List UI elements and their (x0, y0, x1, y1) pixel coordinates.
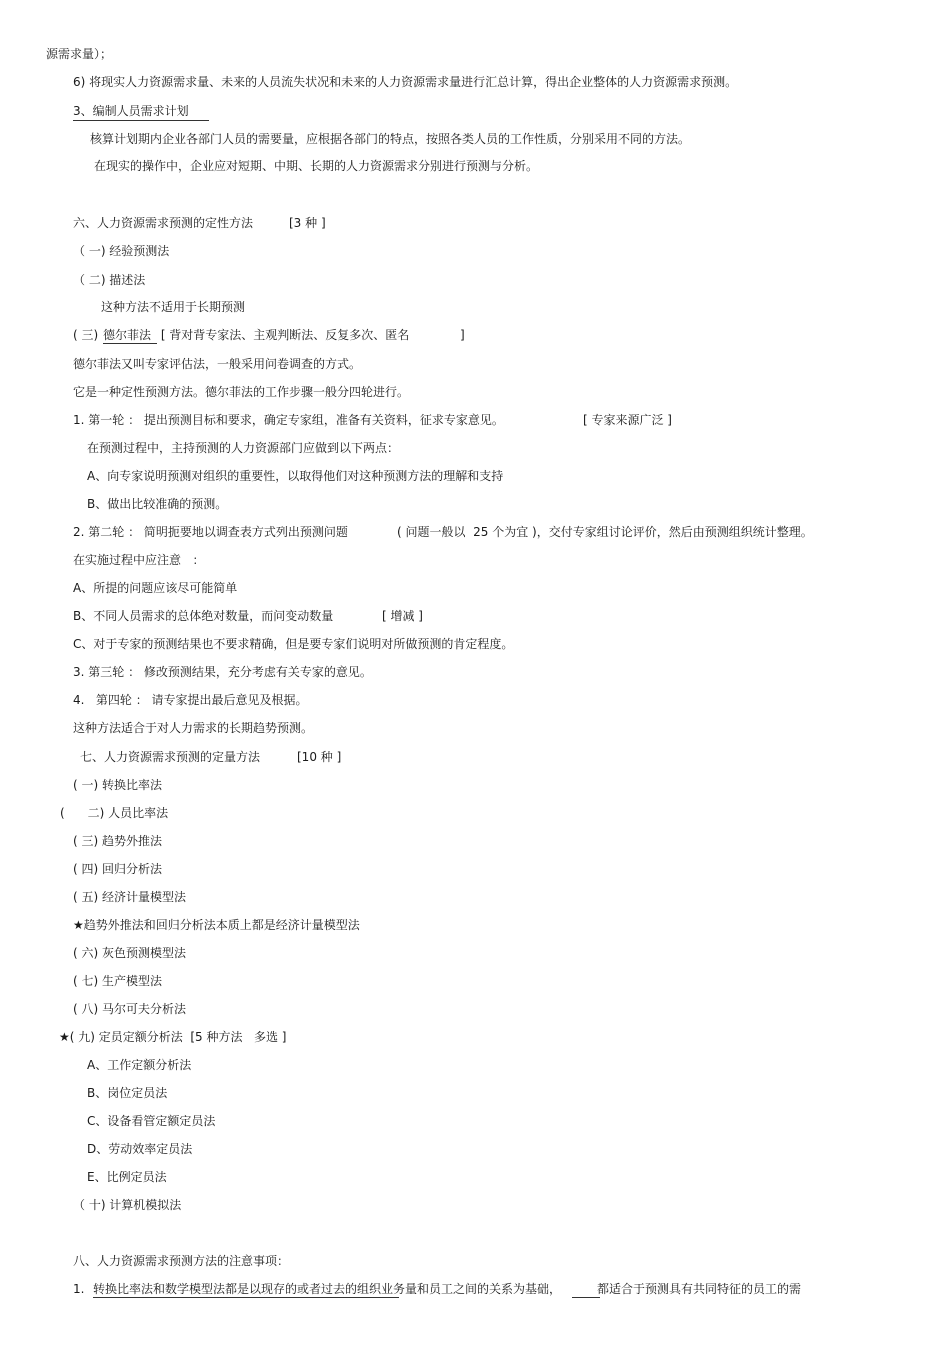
list-item: ( 八) 马尔可夫分析法 (73, 1002, 186, 1016)
list-item: （ 一) 经验预测法 (73, 244, 170, 258)
text-underline (93, 1297, 399, 1298)
list-item: B、做出比较准确的预测。 (87, 497, 228, 511)
list-item: ( 三) (73, 328, 102, 342)
text-line: 在预测过程中，主持预测的人力资源部门应做到以下两点： (87, 441, 400, 455)
list-item: 1. 第一轮 ： 提出预测目标和要求，确定专家组，准备有关资料，征求专家意见。 (73, 413, 504, 427)
list-item: 2. 第二轮 ： 简明扼要地以调查表方式列出预测问题 (73, 525, 348, 539)
list-item: 1. (73, 1282, 89, 1296)
list-item: ★( 九) 定员定额分析法 [5 种方法 多选 ] (59, 1030, 287, 1044)
term-underline (103, 343, 157, 344)
list-item: ( 四) 回归分析法 (73, 862, 162, 876)
text-line: 这种方法不适用于长期预测 (101, 300, 246, 314)
section-heading: 七、人力资源需求预测的定量方法 (80, 750, 261, 764)
list-item: 3. 第三轮 ： 修改预测结果，充分考虑有关专家的意见。 (73, 665, 372, 679)
section-heading: 3、编制人员需求计划 (73, 104, 189, 118)
section-heading: 六、人力资源需求预测的定性方法 (73, 216, 254, 230)
list-item: 4. 第四轮 ： 请专家提出最后意见及根据。 (73, 693, 308, 707)
section-heading: 八、人力资源需求预测方法的注意事项： (73, 1254, 290, 1268)
list-item: （ 十) 计算机模拟法 (73, 1198, 182, 1212)
text-line: 这种方法适合于对人力需求的长期趋势预测。 (73, 721, 314, 735)
heading-underline (73, 120, 209, 121)
text-line: 源需求量）； (46, 47, 113, 61)
list-item: ( 七) 生产模型法 (73, 974, 162, 988)
underlined-text: 转换比率法和数学模型法都是以现存的或者过去的组织业务量和员工之间的关系为基础， (93, 1282, 562, 1296)
text-line: 德尔菲法又叫专家评估法，一般采用问卷调查的方式。 (73, 357, 362, 371)
underlined-term: 德尔菲法 (103, 328, 152, 342)
bracket-note: [ 增减 ] (382, 609, 423, 623)
text-line: 在现实的操作中，企业应对短期、中期、长期的人力资源需求分别进行预测与分析。 (94, 159, 539, 173)
text-line: 6) 将现实人力资源需求量、未来的人员流失状况和未来的人力资源需求量进行汇总计算，得出企业整体的人力资源需求预测。 (73, 75, 738, 89)
text-line: 核算计划期内企业各部门人员的需要量，应根据各部门的特点，按照各类人员的工作性质，分别采用不同的方法。 (90, 132, 691, 146)
text-line: 它是一种定性预测方法。德尔菲法的工作步骤一般分四轮进行。 (73, 385, 410, 399)
bracket-note: [10 种 ] (297, 750, 342, 764)
list-item: C、对于专家的预测结果也不要求精确，但是要专家们说明对所做预测的肯定程度。 (73, 637, 514, 651)
list-item: ( 五) 经济计量模型法 (73, 890, 186, 904)
list-item: （ 二) 描述法 (73, 273, 146, 287)
text-line: 在实施过程中应注意 ： (73, 553, 205, 567)
bracket-note: [ 背对背专家法、主观判断法、反复多次、匿名 (157, 328, 410, 342)
text-line: ( 问题一般以 25 个为宜 )，交付专家组讨论评价，然后由预测组织统计整理。 (397, 525, 813, 539)
bracket-note: ] (460, 328, 465, 342)
star-note: ★趋势外推法和回归分析法本质上都是经济计量模型法 (73, 918, 360, 932)
list-item: ( 二) 人员比率法 (60, 806, 169, 820)
bracket-note: [3 种 ] (289, 216, 326, 230)
list-item: B、不同人员需求的总体绝对数量，而问变动数量 (73, 609, 334, 623)
list-item: A、所提的问题应该尽可能简单 (73, 581, 238, 595)
text-underline (572, 1297, 600, 1298)
bracket-note: [ 专家来源广泛 ] (583, 413, 672, 427)
sub-item: D、劳动效率定员法 (87, 1142, 193, 1156)
sub-item: B、岗位定员法 (87, 1086, 168, 1100)
list-item: A、向专家说明预测对组织的重要性，以取得他们对这种预测方法的理解和支持 (87, 469, 504, 483)
list-item: ( 一) 转换比率法 (73, 778, 162, 792)
list-item: ( 三) 趋势外推法 (73, 834, 162, 848)
sub-item: A、工作定额分析法 (87, 1058, 192, 1072)
text-line: 都适合于预测具有共同特征的员工的需 (597, 1282, 802, 1296)
list-item: ( 六) 灰色预测模型法 (73, 946, 186, 960)
sub-item: E、比例定员法 (87, 1170, 167, 1184)
sub-item: C、设备看管定额定员法 (87, 1114, 216, 1128)
